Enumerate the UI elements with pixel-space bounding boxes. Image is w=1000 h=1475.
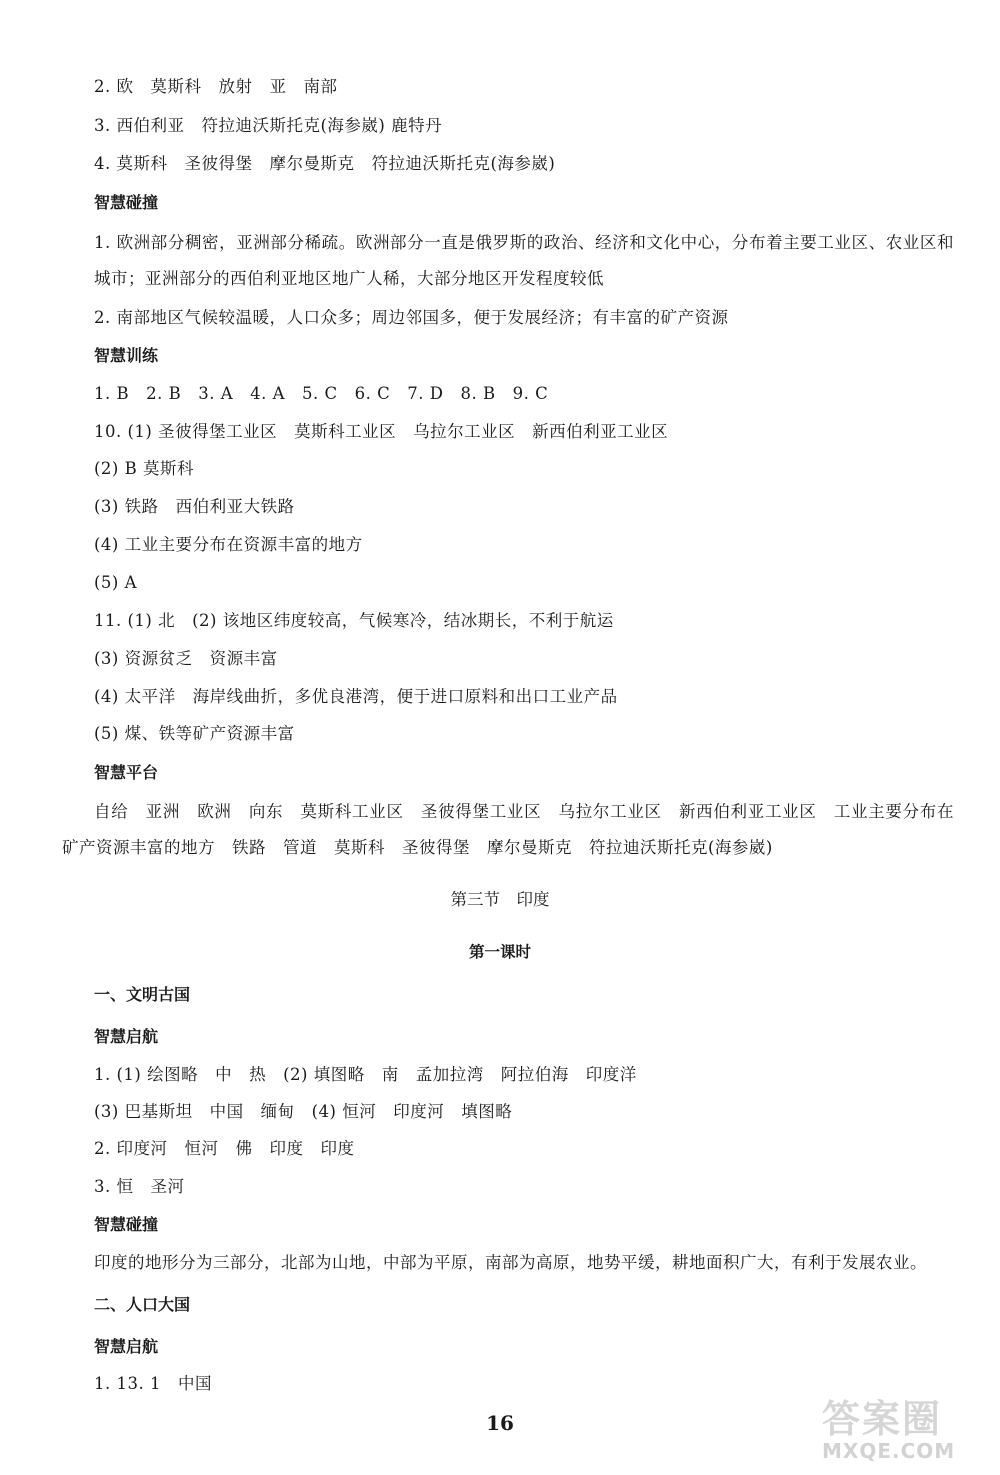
watermark-logo [822,1398,982,1468]
answer-line: 2. 印度河 恒河 佛 印度 印度 [94,1139,355,1158]
answer-line: 1. 13. 1 中国 [94,1374,212,1393]
watermark-bottom: MXQE.COM [822,1439,956,1463]
answer-line: (4) 太平洋 海岸线曲折，多优良港湾，便于进口原料和出口工业产品 [94,687,618,706]
answer-line: (5) A [94,573,138,592]
answer-line: 4. 莫斯科 圣彼得堡 摩尔曼斯克 符拉迪沃斯托克(海参崴) [94,154,556,173]
page-number: 16 [486,1411,514,1435]
section-heading: 智慧启航 [94,1027,159,1046]
section-heading: 智慧碰撞 [94,1215,159,1234]
answer-paragraph: 1. 欧洲部分稠密，亚洲部分稀疏。欧洲部分一直是俄罗斯的政治、经济和文化中心，分布着主要工业区、农业区和城市；亚洲部分的西伯利亚地区地广人稀，大部分地区开发程度较低 [94,233,954,288]
answer-line: (3) 铁路 西伯利亚大铁路 [94,497,295,516]
answer-paragraph: 自给 亚洲 欧洲 向东 莫斯科工业区 圣彼得堡工业区 乌拉尔工业区 新西伯利亚工业区 工业主要分布在矿产资源丰富的地方 铁路 管道 莫斯科 圣彼得堡 摩尔曼斯克 符拉迪沃斯托克(海参崴) [62,802,954,857]
answer-line: (5) 煤、铁等矿产资源丰富 [94,724,295,743]
lesson-title: 第一课时 [468,943,531,961]
answer-line: 3. 西伯利亚 符拉迪沃斯托克(海参崴) 鹿特丹 [94,116,443,135]
answer-line: (3) 巴基斯坦 中国 缅甸 (4) 恒河 印度河 填图略 [94,1102,513,1121]
section-heading: 智慧碰撞 [94,193,159,212]
watermark-top: 答案圈 [822,1397,943,1441]
section-heading: 智慧启航 [94,1337,159,1356]
answer-line: 3. 恒 圣河 [94,1177,185,1196]
subsection-heading: 二、人口大国 [94,1295,191,1314]
subsection-heading: 一、文明古国 [94,985,191,1004]
answer-line: 2. 南部地区气候较温暖，人口众多；周边邻国多，便于发展经济；有丰富的矿产资源 [94,308,729,327]
answer-line: (4) 工业主要分布在资源丰富的地方 [94,535,363,554]
answer-line: 1. B 2. B 3. A 4. A 5. C 6. C 7. D 8. B 9. C [94,384,549,403]
section-heading: 智慧平台 [94,763,159,782]
answer-line: 1. (1) 绘图略 中 热 (2) 填图略 南 孟加拉湾 阿拉伯海 印度洋 [94,1065,637,1084]
answer-line: 2. 欧 莫斯科 放射 亚 南部 [94,77,338,96]
answer-line: 印度的地形分为三部分，北部为山地，中部为平原，南部为高原，地势平缓，耕地面积广大，有利于发展农业。 [94,1253,927,1272]
answer-line: (2) B 莫斯科 [94,459,194,478]
answer-line: 11. (1) 北 (2) 该地区纬度较高，气候寒冷，结冰期长，不利于航运 [94,611,614,630]
chapter-title: 第三节 印度 [450,890,550,909]
answer-line: 10. (1) 圣彼得堡工业区 莫斯科工业区 乌拉尔工业区 新西伯利亚工业区 [94,422,669,441]
answer-line: (3) 资源贫乏 资源丰富 [94,649,278,668]
section-heading: 智慧训练 [94,346,159,365]
